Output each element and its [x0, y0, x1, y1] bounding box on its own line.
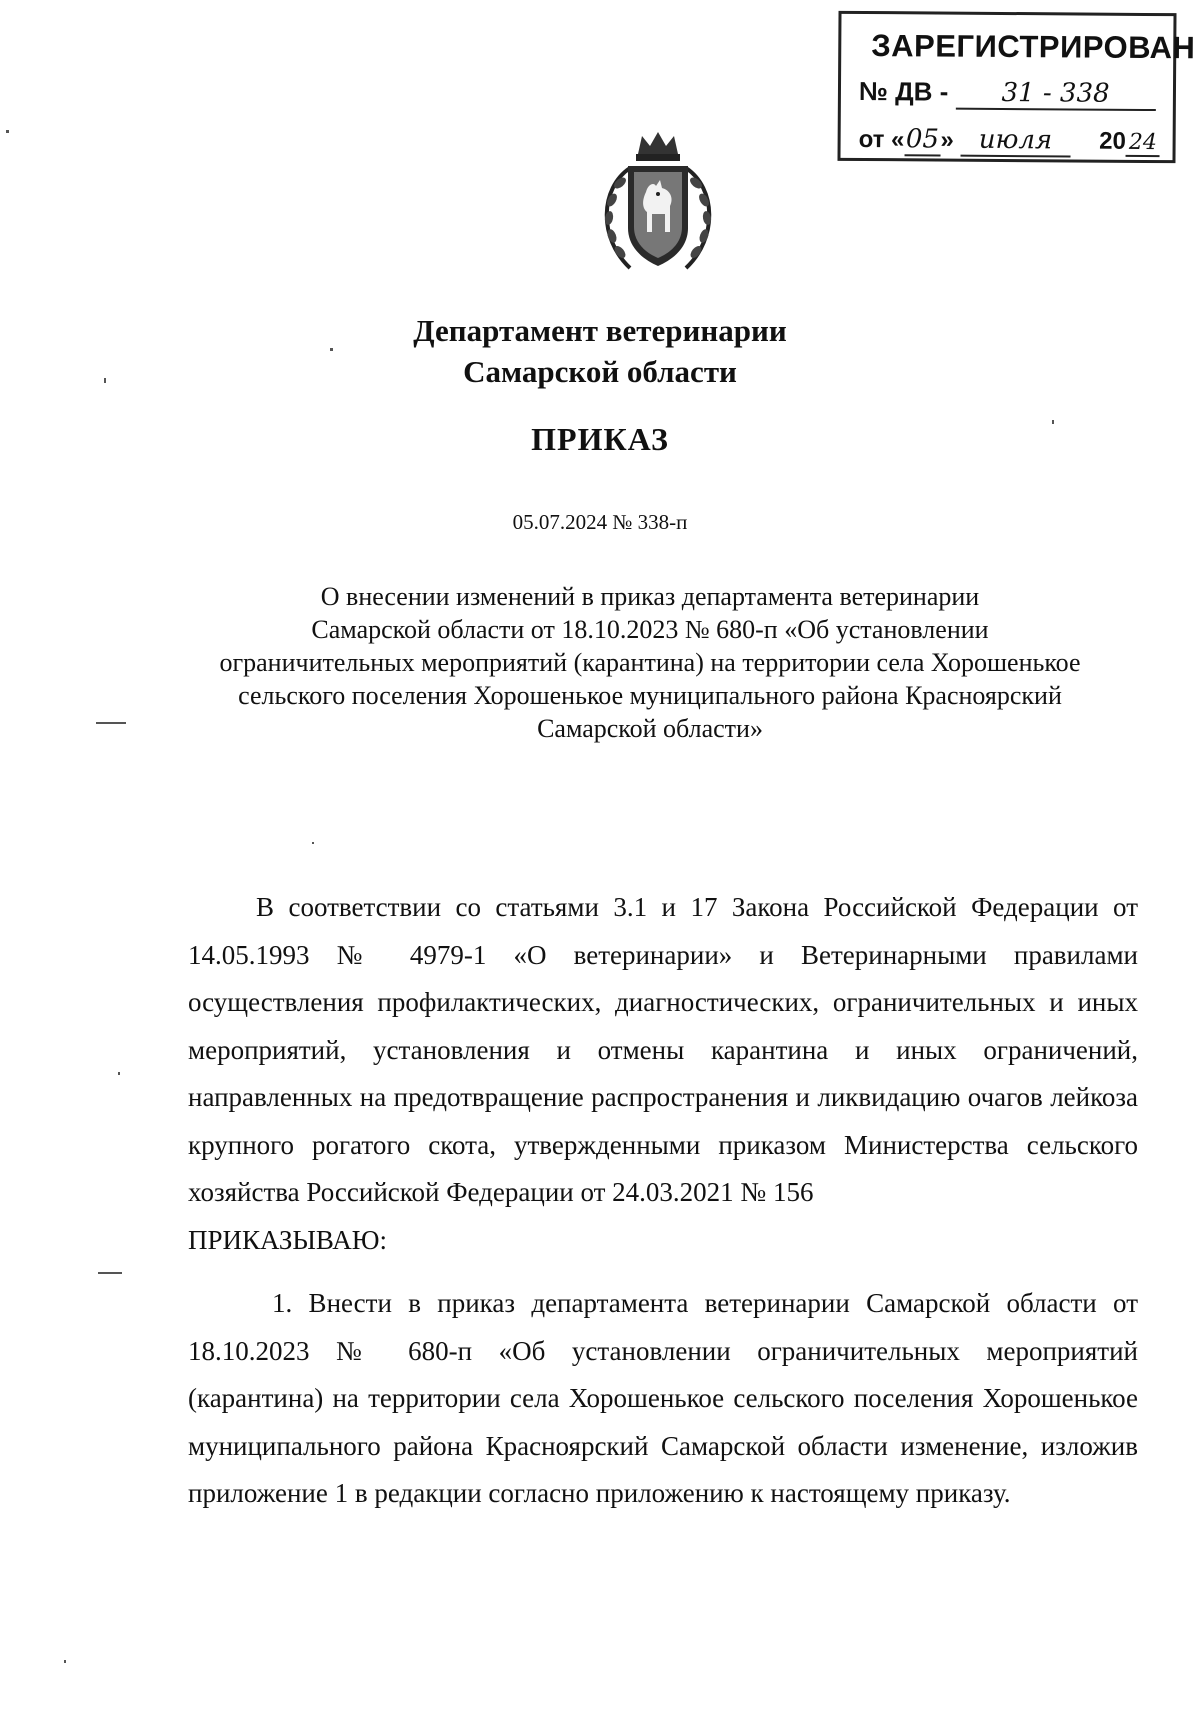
subject-line: сельского поселения Хорошенькое муниципального района Красноярский — [238, 681, 1062, 710]
document-date-number: 05.07.2024 № 338-п — [512, 510, 688, 534]
preamble-paragraph: В соответствии со статьями 3.1 и 17 Закона Российской Федерации от 14.05.1993 № 4979-1 «О ветеринарии» и Ветеринарными правилами осуществления профилактических, диагностических, ограничительных и иных мероприятий, установления и отмены карантина и иных ограничений, направленных на предотвращение распространения и ликвидацию очагов лейкоза крупного рогатого скота, утвержденными приказом Министерства сельского хозяйства Российской Федерации от 24.03.2021 № 156 — [188, 892, 1138, 1207]
stamp-day: 05 — [904, 124, 940, 156]
document-subject — [180, 580, 1120, 745]
order-word: ПРИКАЗЫВАЮ: — [188, 1224, 387, 1255]
subject-line: Самарской области» — [537, 714, 763, 743]
stamp-date-mid: » — [940, 126, 954, 154]
stamp-title: ЗАРЕГИСТРИРОВАН — [871, 28, 1196, 66]
preamble-block — [188, 884, 1138, 1264]
subject-line: О внесении изменений в приказ департамента ветеринарии — [320, 582, 980, 611]
stamp-month: июля — [960, 125, 1070, 158]
subject-line: Самарской области от 18.10.2023 № 680-п «Об установлении — [311, 615, 989, 644]
department-name — [0, 310, 1200, 392]
stamp-number-value: 31 - 338 — [955, 78, 1155, 111]
samara-coat-of-arms-icon — [590, 128, 726, 280]
department-line-2: Самарской области — [463, 354, 737, 389]
stamp-year-prefix: 20 — [1099, 127, 1126, 155]
subject-line: ограничительных мероприятий (карантина) на территории села Хорошенькое — [219, 648, 1081, 677]
order-item-1: 1. Внести в приказ департамента ветеринарии Самарской области от 18.10.2023 № 680-п «Об установлении ограничительных мероприятий (карантина) на территории села Хорошенькое сельского поселения Хорошенькое муниципального района Красноярский Самарской области изменение, изложив приложение 1 в редакции согласно приложению к настоящему приказу. — [188, 1288, 1138, 1508]
registration-stamp — [837, 11, 1196, 163]
stamp-year-suffix: 24 — [1126, 130, 1160, 157]
stamp-date-row — [859, 124, 1160, 158]
document-type: ПРИКАЗ — [531, 421, 669, 457]
stamp-number-label: № ДВ - — [858, 75, 949, 107]
department-line-1: Департамент ветеринарии — [413, 313, 787, 348]
stamp-number-row — [859, 76, 1156, 111]
stamp-date-prefix: от « — [858, 125, 905, 154]
